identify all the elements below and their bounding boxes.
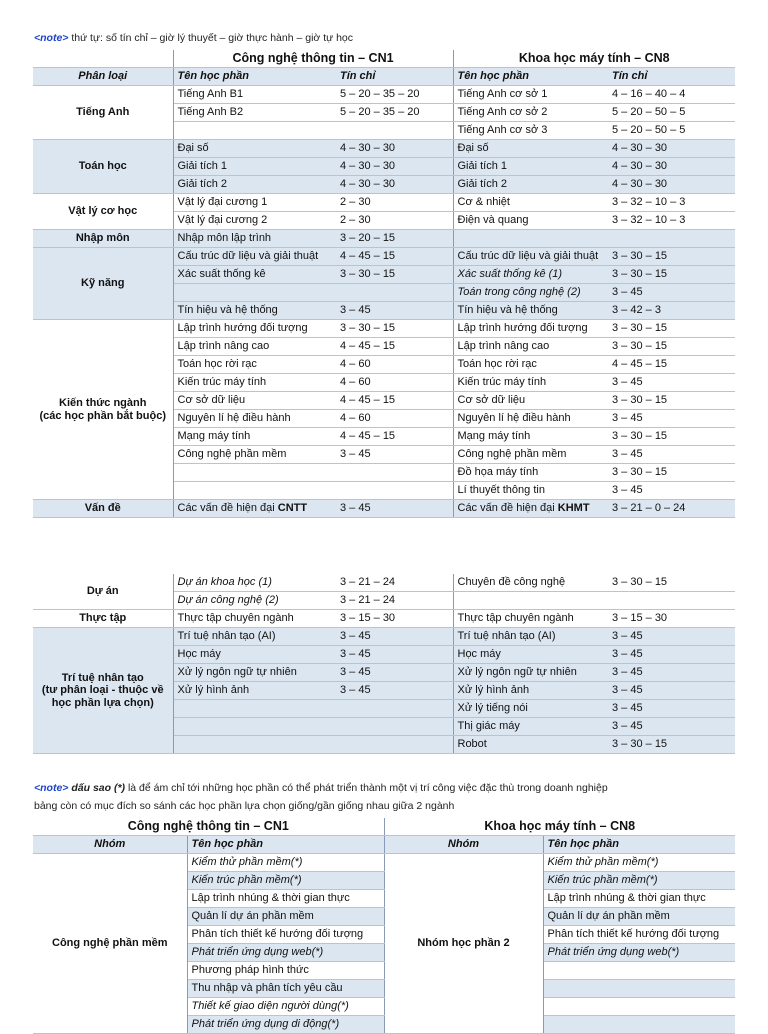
course-cn8: Giải tích 1 [453,158,608,176]
credit-cn1 [336,718,453,736]
course-cn1: Nguyên lí hệ điều hành [173,410,336,428]
credit-cn1: 3 – 20 – 15 [336,230,453,248]
credit-cn1: 4 – 45 – 15 [336,248,453,266]
course-cn1: Tiếng Anh B2 [173,104,336,122]
credit-cn1: 5 – 20 – 35 – 20 [336,86,453,104]
credit-cn8: 4 – 30 – 30 [608,158,735,176]
credit-cn8: 3 – 45 [608,410,735,428]
course-cn1: Vật lý đại cương 1 [173,194,336,212]
note-emphasis: dấu sao (*) [68,782,126,794]
course-cn8: Lí thuyết thông tin [453,482,608,500]
credit-cn8: 4 – 30 – 30 [608,140,735,158]
credit-cn1: 3 – 30 – 15 [336,320,453,338]
credit-cn1 [336,700,453,718]
credit-cn1 [336,284,453,302]
credit-cn8: 3 – 45 [608,646,735,664]
credit-cn1: 3 – 45 [336,500,453,518]
course-cn1: Kiến trúc máy tính [173,374,336,392]
course-cn8: Thị giác máy [453,718,608,736]
note-text: thứ tự: số tín chỉ – giờ lý thuyết – giờ thực hành – giờ tự học [68,32,354,44]
course-cn1: Cơ sở dữ liệu [173,392,336,410]
course-cn8: Tiếng Anh cơ sở 2 [453,104,608,122]
course-cn1: Giải tích 2 [173,176,336,194]
cn8-title: Khoa học máy tính – CN8 [384,818,735,836]
course-cn8: Chuyên đề công nghệ [453,574,608,592]
credit-cn8: 3 – 30 – 15 [608,736,735,754]
course-cn1: Phân tích thiết kế hướng đối tượng [187,926,384,944]
course-cn8: Học máy [453,646,608,664]
cn1-title: Công nghệ thông tin – CN1 [33,818,384,836]
course-cn1: Nhập môn lập trình [173,230,336,248]
credit-cn8: 3 – 45 [608,682,735,700]
course-cn1 [173,736,336,754]
credit-cn1: 3 – 15 – 30 [336,610,453,628]
note-text: bảng còn có mục đích so sánh các học phần lựa chọn giống/gần giống nhau giữa 2 ngành [34,800,455,812]
credit-cn8: 5 – 20 – 50 – 5 [608,104,735,122]
credit-cn1: 4 – 30 – 30 [336,140,453,158]
course-cn1: Thiết kế giao diện người dùng(*) [187,998,384,1016]
credit-cn8: 3 – 30 – 15 [608,320,735,338]
credit-cn1 [336,482,453,500]
course-code: KHMT [557,502,590,514]
course-code: CNTT [277,502,308,514]
curriculum-table-core [33,50,735,518]
col-course-cn1: Tên học phần [173,68,336,86]
course-cn8: Đồ họa máy tính [453,464,608,482]
course-cn1: Công nghệ phần mềm [173,446,336,464]
credit-cn8: 3 – 45 [608,482,735,500]
credit-cn8: 3 – 45 [608,446,735,464]
course-cn8: Thực tập chuyên ngành [453,610,608,628]
credit-cn1 [336,464,453,482]
course-cn8: Kiểm thử phần mềm(*) [543,854,735,872]
credit-cn8: 4 – 30 – 30 [608,176,735,194]
course-cn8: Tiếng Anh cơ sở 1 [453,86,608,104]
col-credit-cn1: Tín chỉ [336,68,453,86]
table-row [33,500,735,518]
table-row [33,854,735,872]
table-row [33,248,735,266]
course-cn1: Toán học rời rạc [173,356,336,374]
note-tag: <note> [34,782,69,794]
course-cn8: Lập trình nâng cao [453,338,608,356]
course-cn1: Xử lý hình ảnh [173,682,336,700]
credit-cn8: 3 – 30 – 15 [608,428,735,446]
course-cn8: Tín hiệu và hệ thống [453,302,608,320]
col-group-cn8: Nhóm [384,836,543,854]
course-cn8: Cơ & nhiệt [453,194,608,212]
credit-cn8: 3 – 15 – 30 [608,610,735,628]
course-cn1: Tín hiệu và hệ thống [173,302,336,320]
course-cn1: Xác suất thống kê [173,266,336,284]
credit-cn1: 4 – 30 – 30 [336,176,453,194]
col-course-cn8: Tên học phần [453,68,608,86]
curriculum-table-electives [33,574,735,754]
course-cn1: Học máy [173,646,336,664]
credit-cn8: 3 – 30 – 15 [608,464,735,482]
table-row [33,610,735,628]
col-category: Phân loại [33,68,173,86]
col-course-cn8: Tên học phần [543,836,735,854]
table-row [33,140,735,158]
course-cn1: Lập trình nâng cao [173,338,336,356]
course-cn1: Quản lí dự án phần mềm [187,908,384,926]
course-cn8: Nguyên lí hệ điều hành [453,410,608,428]
course-cn8: Toán trong công nghệ (2) [453,284,608,302]
credit-cn8: 3 – 30 – 15 [608,392,735,410]
category-cell: Vấn đề [33,500,173,518]
course-cn1: Thực tập chuyên ngành [173,610,336,628]
credit-cn1: 3 – 45 [336,302,453,320]
credit-cn8: 3 – 30 – 15 [608,338,735,356]
credit-cn1: 3 – 45 [336,664,453,682]
course-cn8: Các vấn đề hiện đại KHMT [453,500,608,518]
course-cn1: Các vấn đề hiện đại CNTT [173,500,336,518]
course-cn8: Xử lý tiếng nói [453,700,608,718]
table-row [33,86,735,104]
course-cn8: Quản lí dự án phần mềm [543,908,735,926]
course-cn8: Đại số [453,140,608,158]
credit-cn8: 3 – 45 [608,700,735,718]
elective-group-table [33,818,735,1034]
course-cn1 [173,122,336,140]
group-cell-cn8: Nhóm học phần 2 [384,854,543,1034]
credit-cn1: 3 – 21 – 24 [336,592,453,610]
course-cn8: Phát triển ứng dụng web(*) [543,944,735,962]
course-cn1: Thu nhập và phân tích yêu cầu [187,980,384,998]
course-cn1: Vật lý đại cương 2 [173,212,336,230]
credit-cn8: 5 – 20 – 50 – 5 [608,122,735,140]
course-cn8 [453,592,608,610]
credit-cn1: 2 – 30 [336,212,453,230]
group-cell-cn1: Công nghệ phần mềm [33,854,187,1034]
note-star-meaning [34,782,608,794]
course-cn8: Xử lý hình ảnh [453,682,608,700]
credit-cn1: 4 – 45 – 15 [336,392,453,410]
note-credit-order [34,32,353,44]
credit-cn1: 4 – 60 [336,374,453,392]
course-cn8 [453,230,608,248]
table-row [33,194,735,212]
course-cn8: Xử lý ngôn ngữ tự nhiên [453,664,608,682]
col-course-cn1: Tên học phần [187,836,384,854]
course-cn8: Robot [453,736,608,754]
credit-cn1 [336,122,453,140]
course-cn1: Lập trình hướng đối tượng [173,320,336,338]
category-cell: Tiếng Anh [33,86,173,140]
course-cn8: Xác suất thống kê (1) [453,266,608,284]
credit-cn8: 3 – 45 [608,718,735,736]
course-cn1: Phương pháp hình thức [187,962,384,980]
credit-cn1: 4 – 45 – 15 [336,428,453,446]
course-cn8: Phân tích thiết kế hướng đối tượng [543,926,735,944]
col-group-cn1: Nhóm [33,836,187,854]
credit-cn1: 4 – 60 [336,410,453,428]
course-cn8 [543,998,735,1016]
note-text: là để ám chỉ tới những học phần có thể phát triển thành một vị trí công việc đặc thù trong doanh nghiệp [125,782,608,794]
course-cn8: Cấu trúc dữ liệu và giải thuật [453,248,608,266]
credit-cn1: 4 – 60 [336,356,453,374]
course-cn1 [173,700,336,718]
credit-cn8: 3 – 45 [608,284,735,302]
credit-cn1 [336,736,453,754]
course-cn8: Trí tuệ nhân tạo (AI) [453,628,608,646]
table-row [33,574,735,592]
course-cn8 [543,980,735,998]
course-cn1: Xử lý ngôn ngữ tự nhiên [173,664,336,682]
course-cn1: Đại số [173,140,336,158]
course-cn1: Dự án công nghệ (2) [173,592,336,610]
course-cn8: Lập trình nhúng & thời gian thực [543,890,735,908]
cn8-title: Khoa học máy tính – CN8 [453,50,735,68]
table-row [33,628,735,646]
credit-cn1: 3 – 21 – 24 [336,574,453,592]
credit-cn1: 3 – 45 [336,646,453,664]
category-cell: Nhập môn [33,230,173,248]
credit-cn8: 3 – 45 [608,374,735,392]
course-cn8: Giải tích 2 [453,176,608,194]
category-cell: Toán học [33,140,173,194]
course-cn1: Dự án khoa học (1) [173,574,336,592]
course-cn8: Lập trình hướng đối tượng [453,320,608,338]
credit-cn8: 4 – 45 – 15 [608,356,735,374]
category-cell: Vật lý cơ học [33,194,173,230]
category-cell: Kỹ năng [33,248,173,320]
course-cn1 [173,464,336,482]
category-cell: Trí tuệ nhân tạo (tư phân loại - thuộc về học phần lựa chọn) [33,628,173,754]
col-credit-cn8: Tín chỉ [608,68,735,86]
category-cell: Dự án [33,574,173,610]
table-row [33,230,735,248]
credit-cn1: 4 – 30 – 30 [336,158,453,176]
credit-cn8 [608,592,735,610]
course-cn1: Giải tích 1 [173,158,336,176]
credit-cn8: 3 – 30 – 15 [608,574,735,592]
course-cn1 [173,284,336,302]
credit-cn8: 3 – 21 – 0 – 24 [608,500,735,518]
course-cn1: Mạng máy tính [173,428,336,446]
credit-cn1: 4 – 45 – 15 [336,338,453,356]
course-cn1: Phát triển ứng dụng web(*) [187,944,384,962]
credit-cn8: 3 – 30 – 15 [608,248,735,266]
course-cn1: Lập trình nhúng & thời gian thực [187,890,384,908]
course-cn8: Toán học rời rạc [453,356,608,374]
category-cell: Kiến thức ngành (các học phần bắt buộc) [33,320,173,500]
course-cn8: Kiến trúc phần mềm(*) [543,872,735,890]
note-comparison [34,800,454,812]
course-cn1 [173,718,336,736]
credit-cn8: 3 – 32 – 10 – 3 [608,194,735,212]
credit-cn8: 4 – 16 – 40 – 4 [608,86,735,104]
credit-cn1: 5 – 20 – 35 – 20 [336,104,453,122]
course-cn8: Tiếng Anh cơ sở 3 [453,122,608,140]
credit-cn8: 3 – 30 – 15 [608,266,735,284]
course-cn8: Mạng máy tính [453,428,608,446]
cn1-title: Công nghệ thông tin – CN1 [173,50,453,68]
note-tag: <note> [34,32,69,44]
credit-cn1: 3 – 45 [336,628,453,646]
credit-cn8: 3 – 42 – 3 [608,302,735,320]
course-cn1: Kiểm thử phần mềm(*) [187,854,384,872]
credit-cn8 [608,230,735,248]
course-cn8: Cơ sở dữ liệu [453,392,608,410]
course-cn1: Kiến trúc phần mềm(*) [187,872,384,890]
course-cn8 [543,962,735,980]
credit-cn8: 3 – 45 [608,628,735,646]
credit-cn1: 3 – 45 [336,682,453,700]
credit-cn8: 3 – 32 – 10 – 3 [608,212,735,230]
credit-cn1: 3 – 45 [336,446,453,464]
course-cn1: Tiếng Anh B1 [173,86,336,104]
course-cn1: Trí tuệ nhân tạo (AI) [173,628,336,646]
course-cn8: Kiến trúc máy tính [453,374,608,392]
course-cn8: Công nghệ phần mềm [453,446,608,464]
course-cn1: Cấu trúc dữ liệu và giải thuật [173,248,336,266]
category-cell: Thực tập [33,610,173,628]
course-cn1 [173,482,336,500]
course-cn8: Điện và quang [453,212,608,230]
credit-cn1: 3 – 30 – 15 [336,266,453,284]
table-row [33,320,735,338]
credit-cn1: 2 – 30 [336,194,453,212]
course-cn8 [543,1016,735,1034]
credit-cn8: 3 – 45 [608,664,735,682]
course-cn1: Phát triển ứng dụng di động(*) [187,1016,384,1034]
